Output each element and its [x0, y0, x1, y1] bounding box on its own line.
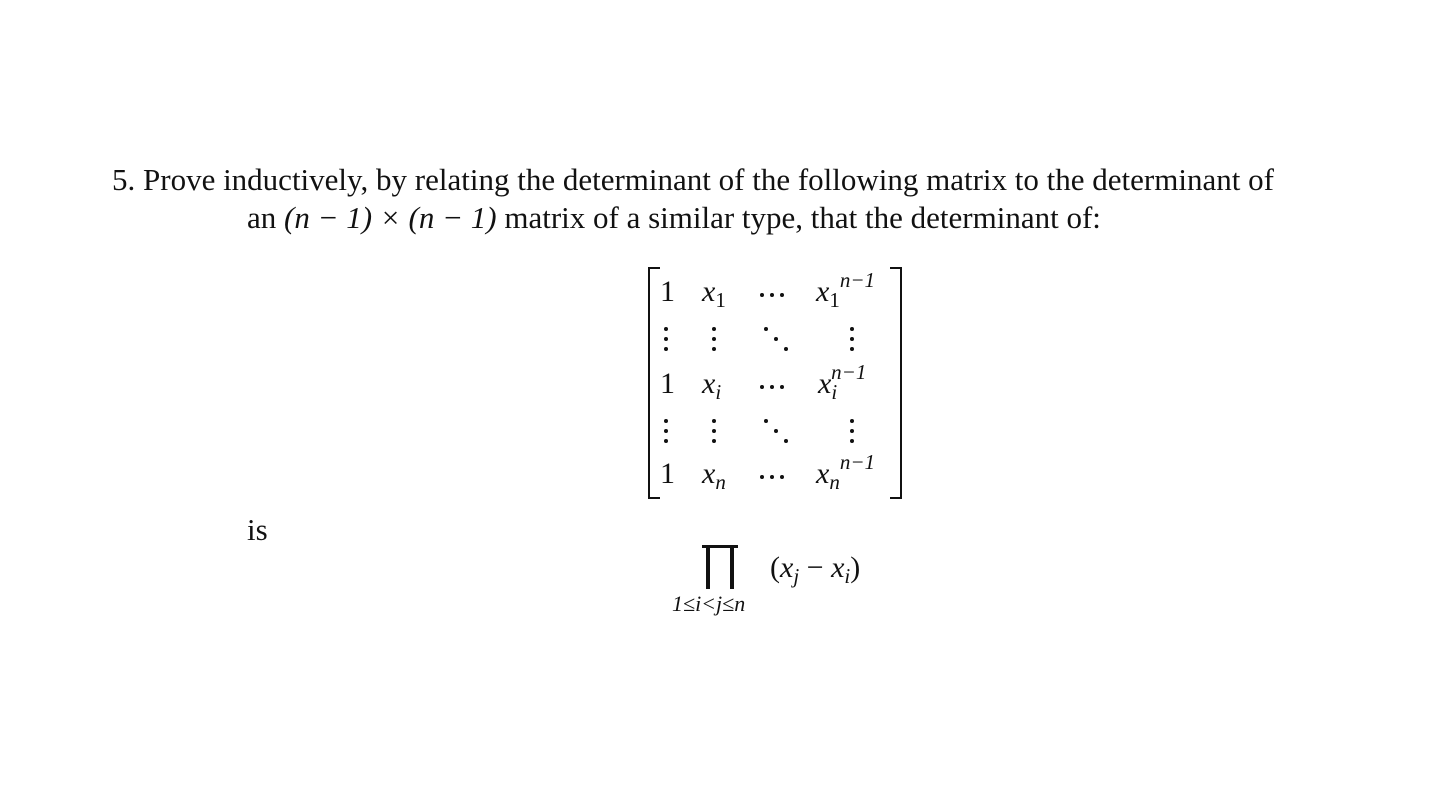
problem-line-2	[247, 200, 1101, 236]
product-term: $(x_j - x_i)$	[770, 551, 861, 588]
problem-text-line-1: Prove inductively, by relating the determinant of the following matrix to the determinant of	[143, 162, 1274, 197]
matrix-right-bracket	[890, 267, 902, 499]
matrix-cell-r4-c1: $x_n$	[702, 457, 726, 494]
matrix-vdots-r1-c3	[850, 325, 856, 355]
product-range: 1≤i<j≤n	[672, 591, 746, 616]
matrix-left-bracket	[648, 267, 660, 499]
matrix-dimension-expression: (n − 1) × (n − 1)	[284, 200, 497, 235]
matrix-cell-r2-c3: $x_i^{n-1}$	[818, 360, 867, 404]
matrix-cell-r0-c3: $x_1^{n-1}$	[816, 268, 875, 312]
matrix-vdots-r3-c3	[850, 417, 856, 447]
matrix-vdots-r3-c1	[712, 417, 718, 447]
matrix-cell-r0-c0: 1	[660, 275, 675, 308]
conclusion-word: is	[247, 512, 268, 547]
matrix-vdots-r1-c1	[712, 325, 718, 355]
matrix-vdots-r3-c0	[664, 417, 670, 447]
matrix-cell-r0-c1: $x_1$	[702, 275, 726, 312]
matrix-cell-r2-c1: $x_i$	[702, 367, 722, 404]
matrix-hdots-r0	[760, 293, 790, 299]
matrix-cell-r2-c0: 1	[660, 367, 675, 400]
product-formula	[672, 545, 892, 625]
problem-line-1	[112, 162, 1274, 198]
matrix-cell-r4-c3: $x_n^{n-1}$	[816, 450, 875, 494]
problem-text-suffix: matrix of a similar type, that the determinant of:	[504, 200, 1101, 235]
matrix-ddots-r3	[762, 417, 792, 447]
vandermonde-matrix	[646, 267, 906, 497]
problem-text-prefix: an	[247, 200, 277, 235]
problem-number: 5.	[112, 162, 136, 197]
product-symbol-icon	[702, 545, 738, 589]
matrix-hdots-r2	[760, 385, 790, 391]
matrix-hdots-r4	[760, 475, 790, 481]
matrix-ddots-r1	[762, 325, 792, 355]
matrix-cell-r4-c0: 1	[660, 457, 675, 490]
matrix-vdots-r1-c0	[664, 325, 670, 355]
